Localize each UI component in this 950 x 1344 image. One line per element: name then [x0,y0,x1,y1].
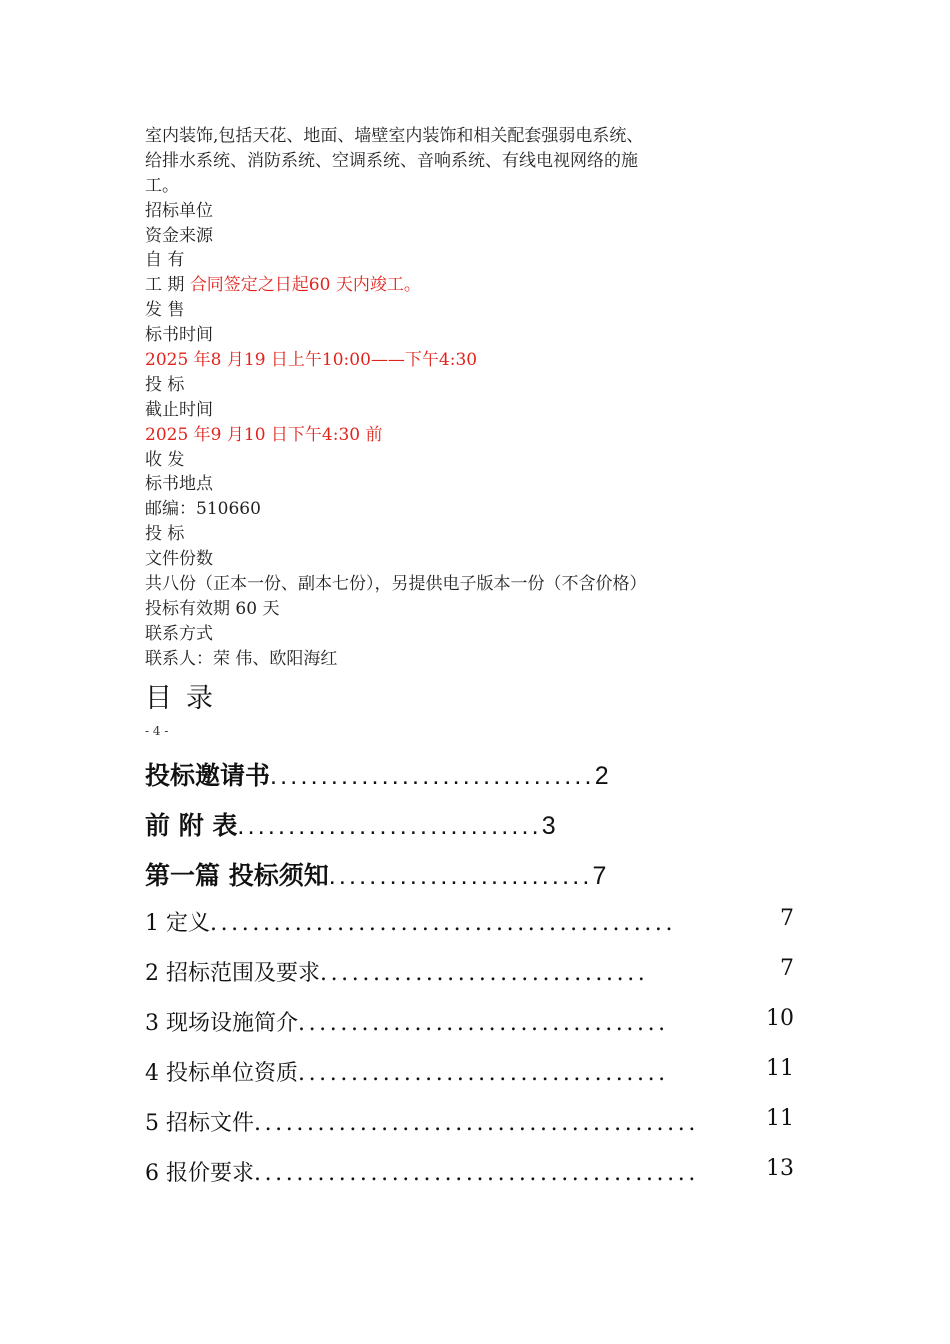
toc-page-number: 3 [541,812,556,840]
toc-entry-2[interactable] [145,956,648,987]
toc-entry-4[interactable] [145,1056,669,1087]
toc-page-number: 7 [780,906,794,931]
toc-entry-title: 5 招标文件 [145,1111,254,1136]
construction-period-line [145,273,745,298]
page-number: - 4 - [145,724,169,738]
body-line: 发 售 [145,300,185,321]
deadline-value: 2025 年9 月10 日下午4:30 前 [145,424,383,445]
toc-page-number: 11 [766,1056,794,1081]
toc-page-number: 13 [766,1156,794,1181]
toc-page-number: 7 [592,862,607,890]
announcement-body [145,124,745,672]
body-line: 资金来源 [145,225,213,246]
body-line: 标书时间 [145,325,213,346]
body-line: 工。 [145,175,179,196]
toc-entry-title: 2 招标范围及要求 [145,961,320,986]
toc-leader-dots: ................................... [298,1061,669,1086]
toc-page-number: 7 [780,956,794,981]
toc-leader-dots: ............................................ [210,911,677,936]
toc-entry-front-table[interactable] [145,806,556,842]
toc-page-number: 11 [766,1106,794,1131]
body-line: 投 标 [145,524,185,545]
toc-entry-5[interactable] [145,1106,699,1137]
toc-entry-1[interactable] [145,906,676,937]
toc-entry-title: 3 现场设施简介 [145,1011,298,1036]
toc-page-number: 10 [766,1006,794,1031]
body-line: 截止时间 [145,399,213,420]
toc-leader-dots: .......................................... [254,1161,699,1186]
toc-entry-title: 第一篇 投标须知 [145,861,329,890]
construction-period-value: 合同签定之日起60 天内竣工。 [189,275,421,296]
toc-leader-dots: .............................. [237,812,542,840]
postal-code-line: 邮编：510660 [145,499,261,520]
toc-page-number: 2 [594,762,609,790]
toc-leader-dots: .......................................... [254,1111,699,1136]
toc-leader-dots: ............................... [320,961,649,986]
toc-entry-6[interactable] [145,1156,699,1187]
toc-entry-invitation[interactable] [145,756,609,792]
copies-line: 共八份（正本一份、副本七份），另提供电子版本一份（不含价格） [145,574,647,595]
toc-entry-title: 1 定义 [145,911,210,936]
toc-leader-dots: ................................ [270,762,595,790]
toc-entry-title: 投标邀请书 [145,761,271,790]
toc-entry-3[interactable] [145,1006,669,1037]
contact-line: 联系人：荣 伟、欧阳海红 [145,648,338,669]
body-line: 联系方式 [145,623,213,644]
toc-leader-dots: .......................... [328,862,593,890]
toc-entry-title: 6 报价要求 [145,1161,254,1186]
validity-line: 投标有效期 60 天 [145,598,280,619]
construction-period-label: 工 期 [145,275,190,296]
toc-entry-title: 前 附 表 [145,811,238,840]
body-line: 投 标 [145,374,185,395]
body-line: 自 有 [145,250,185,271]
sale-time-value: 2025 年8 月19 日上午10:00——下午4:30 [145,350,478,371]
body-line: 标书地点 [145,474,213,495]
toc-leader-dots: ................................... [298,1011,669,1036]
body-line: 招标单位 [145,200,213,221]
toc-entry-title: 4 投标单位资质 [145,1061,298,1086]
toc-heading: 目录 [145,683,227,714]
body-line: 收 发 [145,449,185,470]
body-line: 给排水系统、消防系统、空调系统、音响系统、有线电视网络的施 [145,150,638,171]
body-line: 室内装饰,包括天花、地面、墙壁室内装饰和相关配套强弱电系统、 [145,126,644,146]
toc-entry-part-one[interactable] [145,856,606,892]
body-line: 文件份数 [145,549,213,570]
